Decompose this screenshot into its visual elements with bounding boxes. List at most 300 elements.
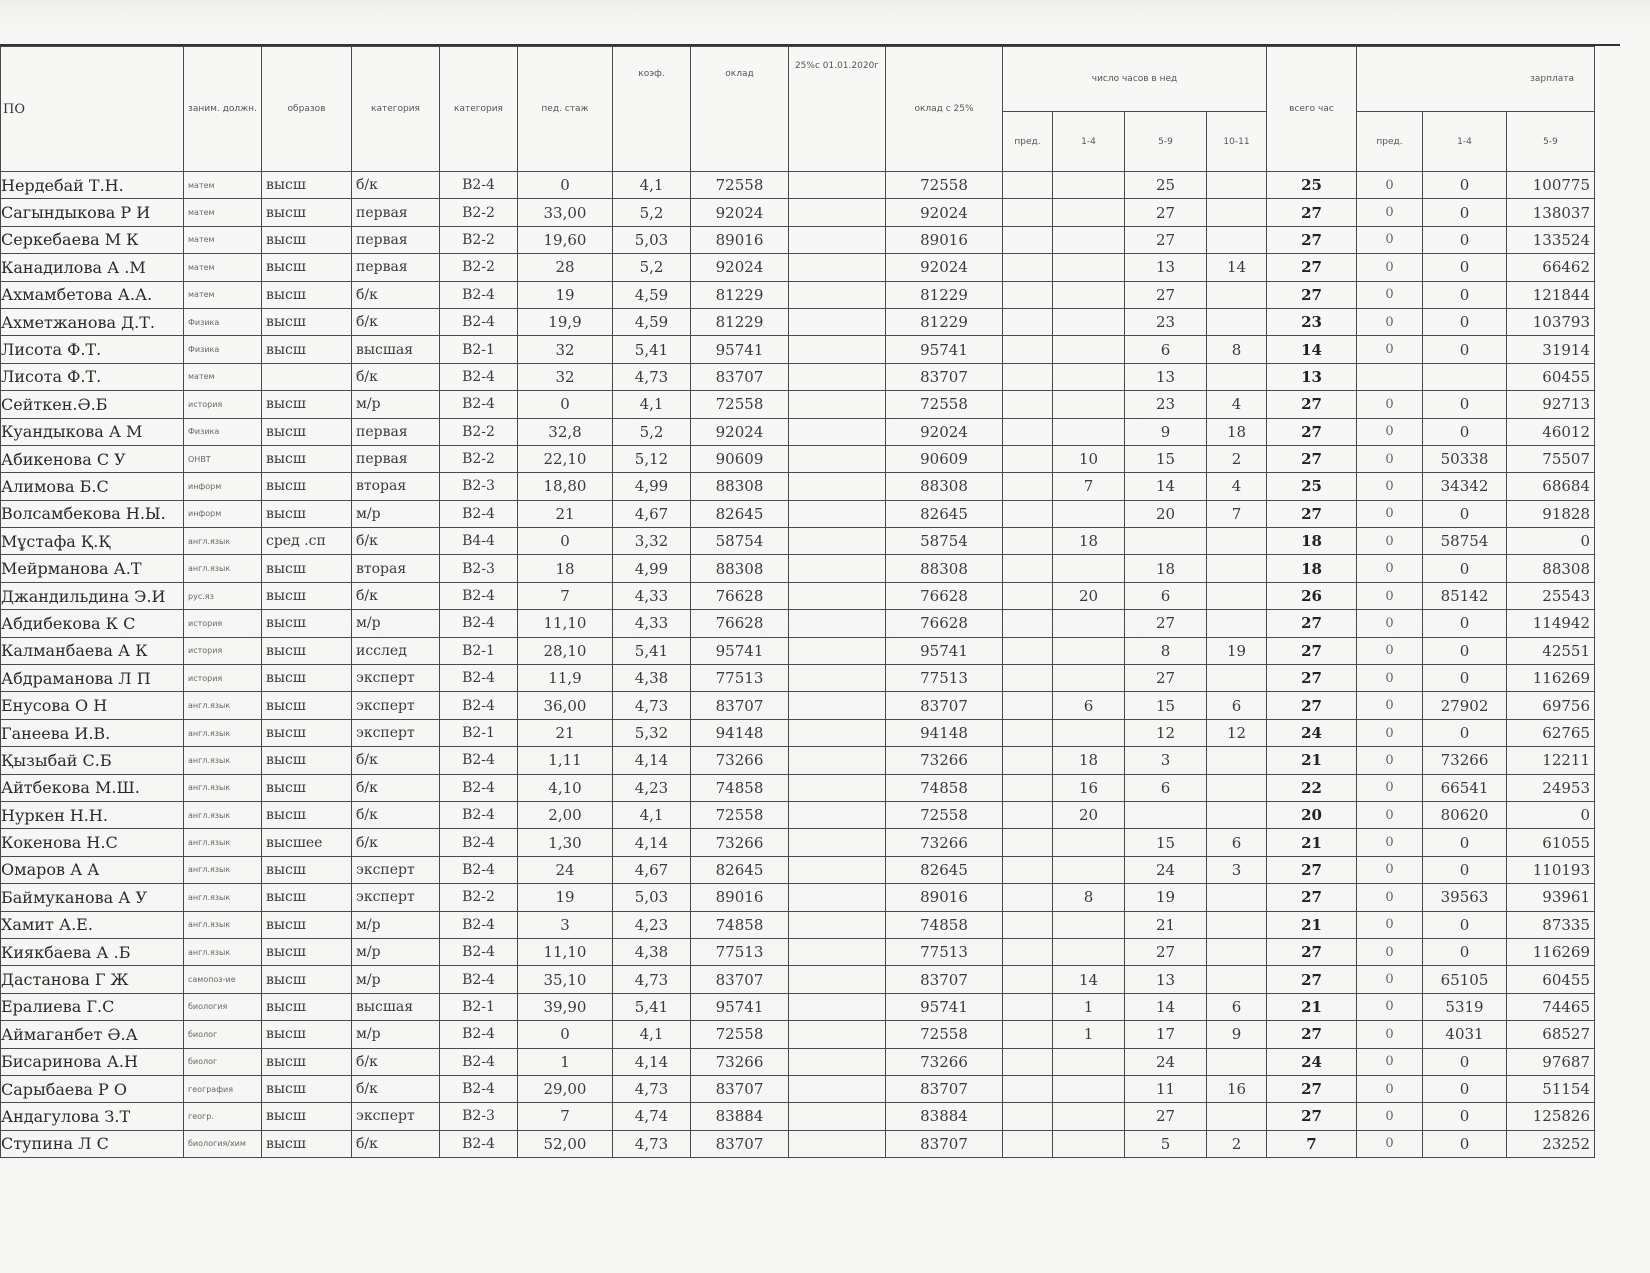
cell-coef: 5,2 [613, 199, 691, 226]
cell-hours-1-4: 7 [1053, 473, 1125, 500]
cell-education: высш [262, 801, 352, 828]
header-name: ПО [1, 47, 184, 172]
cell-grade: В2-4 [440, 829, 518, 856]
cell-experience: 1 [518, 1048, 613, 1075]
cell-salary-25: 95741 [886, 993, 1003, 1020]
cell-total-hours: 18 [1267, 528, 1357, 555]
cell-hours-10-11 [1207, 363, 1267, 390]
cell-pay-1-4: 0 [1423, 555, 1507, 582]
cell-name: Дастанова Г Ж [1, 966, 184, 993]
cell-pay-pre: 0 [1357, 336, 1423, 363]
cell-hours-1-4: 14 [1053, 966, 1125, 993]
cell-pay-pre: 0 [1357, 1103, 1423, 1130]
cell-pay-1-4: 34342 [1423, 473, 1507, 500]
cell-coef: 4,67 [613, 856, 691, 883]
cell-education: высш [262, 336, 352, 363]
cell-total-hours: 27 [1267, 445, 1357, 472]
cell-raise [789, 473, 886, 500]
header-category: категория [352, 47, 440, 172]
cell-education: высш [262, 1103, 352, 1130]
cell-pay-5-9: 0 [1507, 801, 1595, 828]
cell-pay-1-4: 0 [1423, 829, 1507, 856]
cell-hours-1-4: 18 [1053, 747, 1125, 774]
cell-education: высш [262, 747, 352, 774]
cell-category: б/к [352, 528, 440, 555]
cell-hours-1-4 [1053, 391, 1125, 418]
cell-category: б/к [352, 582, 440, 609]
cell-hours-pre [1003, 1021, 1053, 1048]
cell-total-hours: 27 [1267, 254, 1357, 281]
cell-hours-10-11: 2 [1207, 1130, 1267, 1157]
cell-name: Сагындыкова Р И [1, 199, 184, 226]
cell-pay-pre: 0 [1357, 938, 1423, 965]
cell-salary-25: 90609 [886, 445, 1003, 472]
cell-grade: В2-4 [440, 1130, 518, 1157]
cell-coef: 4,33 [613, 610, 691, 637]
cell-hours-pre [1003, 254, 1053, 281]
cell-hours-10-11 [1207, 1103, 1267, 1130]
cell-raise [789, 555, 886, 582]
cell-raise [789, 582, 886, 609]
cell-coef: 5,2 [613, 254, 691, 281]
cell-salary-25: 92024 [886, 418, 1003, 445]
cell-raise [789, 500, 886, 527]
cell-hours-1-4 [1053, 829, 1125, 856]
cell-education: высш [262, 418, 352, 445]
cell-hours-5-9: 27 [1125, 665, 1207, 692]
cell-grade: В2-1 [440, 719, 518, 746]
cell-hours-10-11: 12 [1207, 719, 1267, 746]
cell-salary: 74858 [691, 774, 789, 801]
header-hours-group: число часов в нед [1003, 47, 1267, 112]
cell-experience: 19,60 [518, 226, 613, 253]
cell-pay-1-4: 80620 [1423, 801, 1507, 828]
cell-pay-5-9: 12211 [1507, 747, 1595, 774]
cell-pay-5-9: 103793 [1507, 308, 1595, 335]
cell-grade: В2-4 [440, 500, 518, 527]
cell-raise [789, 528, 886, 555]
cell-hours-5-9: 13 [1125, 966, 1207, 993]
cell-name: Ганеева И.В. [1, 719, 184, 746]
cell-hours-10-11: 16 [1207, 1075, 1267, 1102]
cell-hours-1-4: 10 [1053, 445, 1125, 472]
cell-pay-5-9: 42551 [1507, 637, 1595, 664]
cell-hours-10-11: 4 [1207, 391, 1267, 418]
cell-salary-25: 81229 [886, 281, 1003, 308]
cell-hours-10-11 [1207, 281, 1267, 308]
cell-hours-5-9 [1125, 528, 1207, 555]
cell-total-hours: 27 [1267, 391, 1357, 418]
cell-hours-1-4: 18 [1053, 528, 1125, 555]
cell-pay-1-4: 0 [1423, 391, 1507, 418]
cell-position: рус.яз [184, 582, 262, 609]
cell-total-hours: 27 [1267, 884, 1357, 911]
cell-hours-pre [1003, 363, 1053, 390]
table-row [1, 1075, 1595, 1102]
cell-position: англ.язык [184, 719, 262, 746]
cell-coef: 4,67 [613, 500, 691, 527]
cell-experience: 19 [518, 281, 613, 308]
cell-hours-pre [1003, 856, 1053, 883]
cell-pay-5-9: 69756 [1507, 692, 1595, 719]
cell-hours-5-9: 6 [1125, 582, 1207, 609]
cell-grade: В2-4 [440, 582, 518, 609]
cell-raise [789, 911, 886, 938]
cell-experience: 11,9 [518, 665, 613, 692]
cell-experience: 2,00 [518, 801, 613, 828]
cell-raise [789, 993, 886, 1020]
cell-pay-pre: 0 [1357, 719, 1423, 746]
cell-coef: 5,41 [613, 993, 691, 1020]
cell-salary-25: 81229 [886, 308, 1003, 335]
table-row [1, 801, 1595, 828]
cell-pay-pre: 0 [1357, 308, 1423, 335]
cell-salary-25: 95741 [886, 637, 1003, 664]
cell-hours-10-11 [1207, 911, 1267, 938]
cell-name: Мейрманова А.Т [1, 555, 184, 582]
cell-total-hours: 24 [1267, 719, 1357, 746]
cell-salary-25: 82645 [886, 856, 1003, 883]
cell-hours-5-9: 17 [1125, 1021, 1207, 1048]
cell-hours-10-11: 6 [1207, 993, 1267, 1020]
table-row [1, 747, 1595, 774]
cell-position: история [184, 665, 262, 692]
cell-category: м/р [352, 610, 440, 637]
cell-pay-pre: 0 [1357, 884, 1423, 911]
cell-coef: 4,33 [613, 582, 691, 609]
cell-hours-10-11: 3 [1207, 856, 1267, 883]
cell-hours-5-9: 27 [1125, 610, 1207, 637]
table-body [1, 172, 1595, 1158]
cell-position: матем [184, 281, 262, 308]
cell-hours-5-9: 3 [1125, 747, 1207, 774]
header-hours-1-4: 1-4 [1053, 112, 1125, 172]
cell-name: Хамит А.Е. [1, 911, 184, 938]
cell-pay-1-4 [1423, 363, 1507, 390]
cell-raise [789, 363, 886, 390]
cell-coef: 4,23 [613, 911, 691, 938]
table-row [1, 1130, 1595, 1157]
cell-hours-5-9: 27 [1125, 938, 1207, 965]
cell-pay-pre: 0 [1357, 418, 1423, 445]
cell-salary-25: 83707 [886, 1130, 1003, 1157]
cell-pay-5-9: 0 [1507, 528, 1595, 555]
table-row [1, 1103, 1595, 1130]
cell-experience: 4,10 [518, 774, 613, 801]
cell-position: информ [184, 500, 262, 527]
cell-raise [789, 226, 886, 253]
cell-education: высш [262, 445, 352, 472]
cell-hours-1-4 [1053, 281, 1125, 308]
cell-hours-pre [1003, 911, 1053, 938]
table-row [1, 391, 1595, 418]
cell-hours-pre [1003, 391, 1053, 418]
cell-pay-1-4: 0 [1423, 336, 1507, 363]
cell-grade: В2-4 [440, 363, 518, 390]
cell-hours-pre [1003, 966, 1053, 993]
cell-hours-1-4 [1053, 1075, 1125, 1102]
cell-pay-pre: 0 [1357, 226, 1423, 253]
cell-salary: 92024 [691, 199, 789, 226]
cell-pay-pre: 0 [1357, 445, 1423, 472]
cell-salary: 95741 [691, 637, 789, 664]
cell-raise [789, 884, 886, 911]
cell-experience: 19 [518, 884, 613, 911]
cell-category: б/к [352, 172, 440, 199]
cell-pay-pre: 0 [1357, 774, 1423, 801]
cell-hours-5-9: 6 [1125, 336, 1207, 363]
cell-education: сред .сп [262, 528, 352, 555]
cell-pay-1-4: 0 [1423, 172, 1507, 199]
cell-pay-5-9: 60455 [1507, 966, 1595, 993]
cell-salary: 90609 [691, 445, 789, 472]
cell-total-hours: 21 [1267, 829, 1357, 856]
cell-name: Абикенова С У [1, 445, 184, 472]
cell-total-hours: 27 [1267, 938, 1357, 965]
cell-education: высш [262, 473, 352, 500]
cell-hours-1-4 [1053, 610, 1125, 637]
cell-position: матем [184, 363, 262, 390]
header-hours-pre: пред. [1003, 112, 1053, 172]
cell-pay-1-4: 0 [1423, 199, 1507, 226]
cell-education: высш [262, 1048, 352, 1075]
cell-grade: В2-2 [440, 418, 518, 445]
cell-category: эксперт [352, 884, 440, 911]
cell-hours-1-4 [1053, 938, 1125, 965]
cell-name: Лисота Ф.Т. [1, 363, 184, 390]
cell-coef: 4,14 [613, 1048, 691, 1075]
cell-total-hours: 27 [1267, 500, 1357, 527]
cell-education: высш [262, 774, 352, 801]
cell-category: первая [352, 226, 440, 253]
table-row [1, 610, 1595, 637]
cell-pay-1-4: 27902 [1423, 692, 1507, 719]
cell-pay-1-4: 66541 [1423, 774, 1507, 801]
cell-category: первая [352, 199, 440, 226]
cell-total-hours: 27 [1267, 199, 1357, 226]
cell-grade: В2-2 [440, 884, 518, 911]
cell-experience: 32 [518, 363, 613, 390]
cell-raise [789, 391, 886, 418]
cell-hours-pre [1003, 172, 1053, 199]
cell-coef: 4,14 [613, 747, 691, 774]
cell-category: первая [352, 445, 440, 472]
cell-pay-pre: 0 [1357, 254, 1423, 281]
cell-salary-25: 83884 [886, 1103, 1003, 1130]
cell-experience: 11,10 [518, 938, 613, 965]
cell-pay-pre: 0 [1357, 801, 1423, 828]
cell-total-hours: 20 [1267, 801, 1357, 828]
cell-pay-5-9: 46012 [1507, 418, 1595, 445]
cell-total-hours: 27 [1267, 665, 1357, 692]
cell-pay-1-4: 65105 [1423, 966, 1507, 993]
cell-education [262, 363, 352, 390]
cell-coef: 4,14 [613, 829, 691, 856]
cell-grade: В2-4 [440, 911, 518, 938]
cell-name: Сарыбаева Р О [1, 1075, 184, 1102]
cell-salary-25: 73266 [886, 829, 1003, 856]
cell-pay-pre: 0 [1357, 1021, 1423, 1048]
cell-coef: 5,32 [613, 719, 691, 746]
cell-hours-pre [1003, 308, 1053, 335]
cell-grade: В2-4 [440, 801, 518, 828]
cell-hours-pre [1003, 884, 1053, 911]
cell-coef: 4,73 [613, 966, 691, 993]
cell-hours-1-4 [1053, 911, 1125, 938]
cell-hours-10-11 [1207, 582, 1267, 609]
cell-hours-pre [1003, 829, 1053, 856]
table-row [1, 172, 1595, 199]
cell-category: б/к [352, 281, 440, 308]
cell-category: б/к [352, 1048, 440, 1075]
cell-total-hours: 27 [1267, 1103, 1357, 1130]
cell-coef: 4,73 [613, 1075, 691, 1102]
cell-hours-5-9: 23 [1125, 391, 1207, 418]
cell-pay-1-4: 0 [1423, 1103, 1507, 1130]
cell-hours-10-11: 6 [1207, 692, 1267, 719]
cell-salary-25: 77513 [886, 938, 1003, 965]
cell-hours-1-4: 8 [1053, 884, 1125, 911]
cell-hours-5-9: 8 [1125, 637, 1207, 664]
cell-experience: 0 [518, 172, 613, 199]
cell-experience: 21 [518, 719, 613, 746]
cell-hours-1-4 [1053, 363, 1125, 390]
cell-name: Қызыбай С.Б [1, 747, 184, 774]
cell-pay-1-4: 58754 [1423, 528, 1507, 555]
cell-salary: 72558 [691, 172, 789, 199]
table-row [1, 884, 1595, 911]
cell-hours-5-9: 27 [1125, 199, 1207, 226]
cell-hours-5-9: 6 [1125, 774, 1207, 801]
cell-category: эксперт [352, 719, 440, 746]
cell-grade: В2-4 [440, 856, 518, 883]
cell-pay-1-4: 85142 [1423, 582, 1507, 609]
cell-hours-10-11 [1207, 665, 1267, 692]
cell-hours-1-4: 6 [1053, 692, 1125, 719]
cell-pay-1-4: 0 [1423, 856, 1507, 883]
cell-grade: В2-4 [440, 1021, 518, 1048]
cell-salary: 82645 [691, 856, 789, 883]
cell-raise [789, 692, 886, 719]
cell-raise [789, 1021, 886, 1048]
cell-total-hours: 18 [1267, 555, 1357, 582]
table-row [1, 418, 1595, 445]
cell-hours-5-9: 27 [1125, 281, 1207, 308]
cell-position: англ.язык [184, 856, 262, 883]
cell-coef: 4,23 [613, 774, 691, 801]
cell-pay-pre: 0 [1357, 199, 1423, 226]
cell-hours-pre [1003, 1103, 1053, 1130]
cell-pay-1-4: 0 [1423, 254, 1507, 281]
cell-salary-25: 83707 [886, 966, 1003, 993]
cell-name: Енусова О Н [1, 692, 184, 719]
cell-pay-1-4: 0 [1423, 938, 1507, 965]
cell-pay-pre: 0 [1357, 966, 1423, 993]
cell-hours-10-11: 2 [1207, 445, 1267, 472]
cell-total-hours: 21 [1267, 747, 1357, 774]
cell-hours-1-4 [1053, 637, 1125, 664]
cell-experience: 0 [518, 391, 613, 418]
cell-name: Омаров А А [1, 856, 184, 883]
cell-hours-pre [1003, 665, 1053, 692]
cell-hours-pre [1003, 610, 1053, 637]
header-hours-5-9: 5-9 [1125, 112, 1207, 172]
cell-total-hours: 27 [1267, 226, 1357, 253]
table-row [1, 445, 1595, 472]
cell-name: Серкебаева М К [1, 226, 184, 253]
table-row [1, 774, 1595, 801]
cell-position: матем [184, 254, 262, 281]
cell-hours-10-11 [1207, 308, 1267, 335]
cell-coef: 5,41 [613, 637, 691, 664]
cell-experience: 36,00 [518, 692, 613, 719]
cell-position: матем [184, 226, 262, 253]
cell-category: б/к [352, 829, 440, 856]
cell-education: высш [262, 172, 352, 199]
cell-coef: 4,99 [613, 555, 691, 582]
cell-grade: В2-4 [440, 308, 518, 335]
cell-raise [789, 199, 886, 226]
cell-name: Канадилова А .М [1, 254, 184, 281]
cell-salary-25: 72558 [886, 391, 1003, 418]
cell-salary-25: 76628 [886, 610, 1003, 637]
cell-hours-5-9: 27 [1125, 1103, 1207, 1130]
cell-position: информ [184, 473, 262, 500]
cell-hours-10-11: 14 [1207, 254, 1267, 281]
cell-grade: В2-4 [440, 966, 518, 993]
cell-position: англ.язык [184, 801, 262, 828]
cell-position: история [184, 637, 262, 664]
cell-hours-1-4: 1 [1053, 993, 1125, 1020]
cell-education: высш [262, 938, 352, 965]
cell-name: Аймаганбет Ә.А [1, 1021, 184, 1048]
cell-salary: 83884 [691, 1103, 789, 1130]
cell-experience: 3 [518, 911, 613, 938]
cell-education: высш [262, 1021, 352, 1048]
cell-hours-10-11 [1207, 1048, 1267, 1075]
cell-hours-10-11: 9 [1207, 1021, 1267, 1048]
cell-total-hours: 21 [1267, 993, 1357, 1020]
cell-hours-1-4 [1053, 1130, 1125, 1157]
cell-grade: В2-2 [440, 199, 518, 226]
header-pay-5-9: 5-9 [1507, 112, 1595, 172]
cell-education: высш [262, 692, 352, 719]
cell-hours-5-9: 25 [1125, 172, 1207, 199]
cell-salary-25: 77513 [886, 665, 1003, 692]
cell-category: м/р [352, 1021, 440, 1048]
cell-education: высшее [262, 829, 352, 856]
cell-hours-10-11 [1207, 801, 1267, 828]
cell-hours-10-11: 18 [1207, 418, 1267, 445]
cell-raise [789, 856, 886, 883]
cell-raise [789, 445, 886, 472]
cell-salary: 73266 [691, 829, 789, 856]
cell-coef: 4,59 [613, 281, 691, 308]
cell-pay-5-9: 116269 [1507, 665, 1595, 692]
cell-experience: 29,00 [518, 1075, 613, 1102]
cell-pay-5-9: 87335 [1507, 911, 1595, 938]
cell-pay-1-4: 0 [1423, 610, 1507, 637]
header-coef: коэф. [613, 47, 691, 172]
header-pay-pre: пред. [1357, 112, 1423, 172]
cell-pay-5-9: 88308 [1507, 555, 1595, 582]
cell-hours-pre [1003, 582, 1053, 609]
header-hours-10-11: 10-11 [1207, 112, 1267, 172]
cell-pay-5-9: 138037 [1507, 199, 1595, 226]
table-row [1, 692, 1595, 719]
cell-hours-1-4 [1053, 254, 1125, 281]
cell-pay-pre: 0 [1357, 856, 1423, 883]
